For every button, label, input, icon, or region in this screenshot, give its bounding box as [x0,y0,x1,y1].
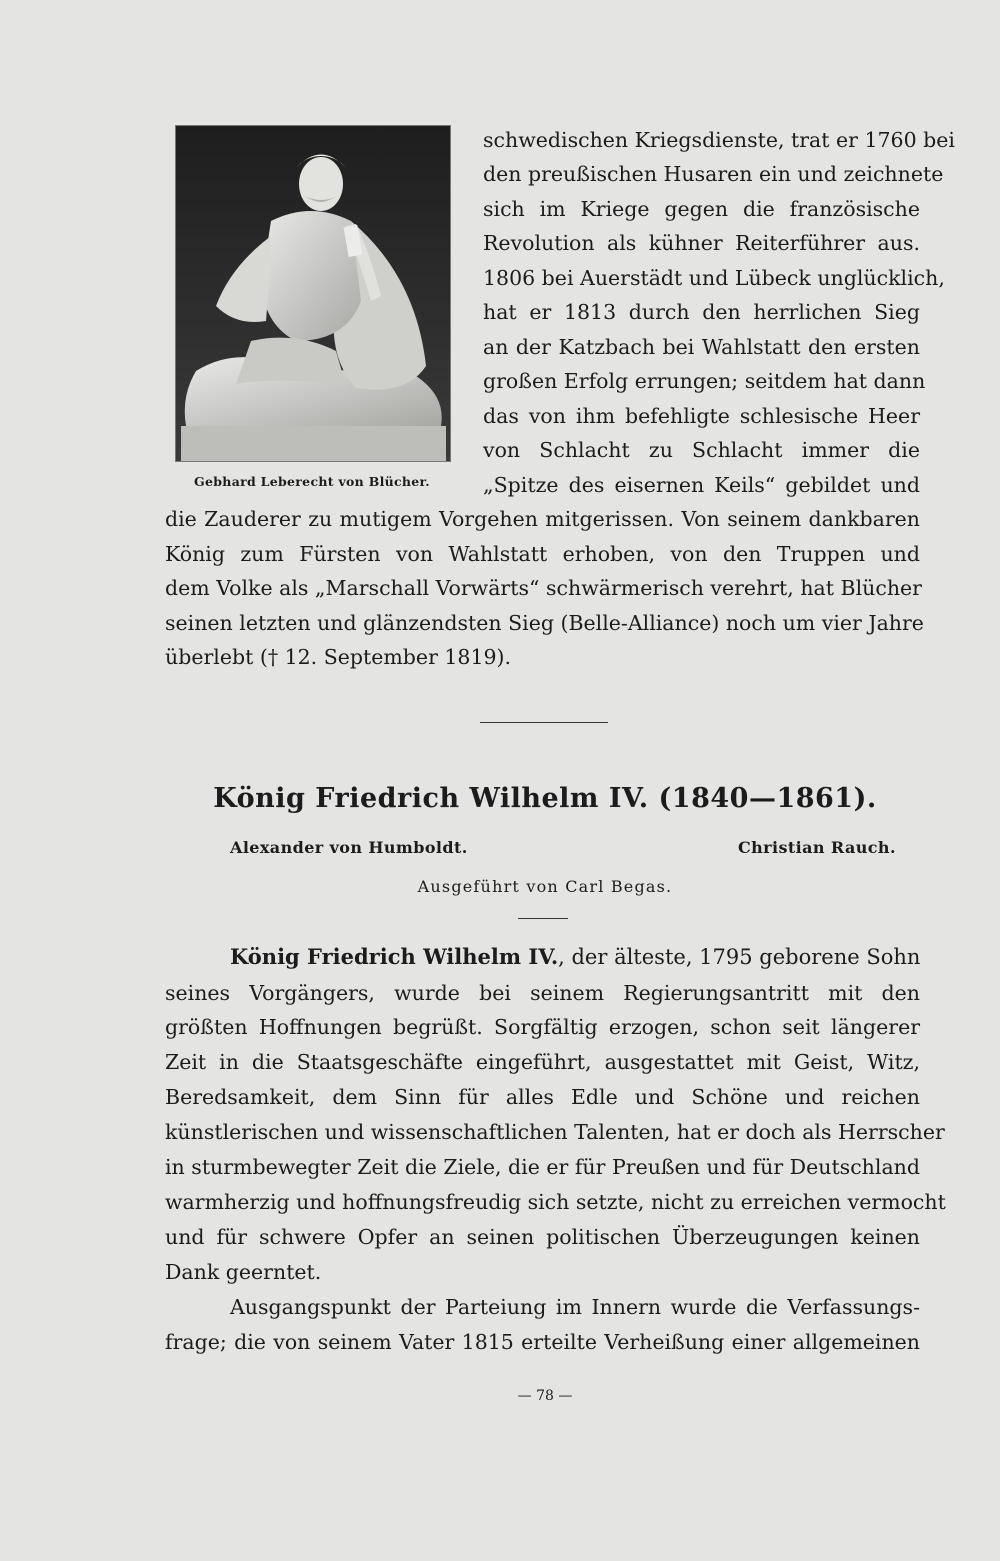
lead-text: König Friedrich Wilhelm IV. [230,944,559,969]
column-line: an der Katzbach bei Wahlstatt den ersten [483,335,920,359]
section-heading: König Friedrich Wilhelm IV. (1840—1861). [213,783,877,814]
subheading-left: Alexander von Humboldt. [230,838,468,857]
text-line: seinen letzten und glänzendsten Sieg (Belle-Alliance) noch um vier Jahre [165,611,924,635]
text-line: und für schwere Opfer an seinen politischen Überzeugungen keinen [165,1225,920,1249]
text-line: Beredsamkeit, dem Sinn für alles Edle und Schöne und reichen [165,1085,920,1109]
column-line: „Spitze des eisernen Keils“ gebildet und [483,473,920,497]
text-line: Zeit in die Staatsgeschäfte eingeführt, ausgestattet mit Geist, Witz, [165,1050,920,1074]
statue-photo [175,125,451,462]
column-line: schwedischen Kriegsdienste, trat er 1760 bei [483,128,955,152]
subheading-credit: Ausgeführt von Carl Begas. [417,877,673,896]
column-line: 1806 bei Auerstädt und Lübeck unglücklich, [483,266,945,290]
text-line: Ausgangspunkt der Parteiung im Innern wurde die Verfassungs- [230,1295,920,1319]
first-line-rest: , der älteste, 1795 geborene Sohn [558,945,921,969]
subheading-right: Christian Rauch. [738,838,896,857]
text-line: in sturmbewegter Zeit die Ziele, die er für Preußen und für Deutschland [165,1155,920,1179]
column-line: das von ihm befehligte schlesische Heer [483,404,920,428]
text-line: frage; die von seinem Vater 1815 erteilte Verheißung einer allgemeinen [165,1330,920,1354]
text-line: dem Volke als „Marschall Vorwärts“ schwärmerisch verehrt, hat Blücher [165,576,922,600]
text-line: seines Vorgängers, wurde bei seinem Regierungsantritt mit den [165,981,920,1005]
paragraph-first-line [230,945,920,969]
statue-illustration [176,126,450,461]
text-line: künstlerischen und wissenschaftlichen Talenten, hat er doch als Herrscher [165,1120,945,1144]
column-line: großen Erfolg errungen; seitdem hat dann [483,369,926,393]
figure-caption: Gebhard Leberecht von Blücher. [194,474,430,489]
page-number: — 78 — [517,1388,573,1404]
text-line: überlebt († 12. September 1819). [165,645,512,669]
text-line: Dank geerntet. [165,1260,322,1284]
short-divider [518,918,568,919]
text-line: größten Hoffnungen begrüßt. Sorgfältig erzogen, schon seit längerer [165,1015,920,1039]
text-line: König zum Fürsten von Wahlstatt erhoben, von den Truppen und [165,542,920,566]
text-line: warmherzig und hoffnungsfreudig sich setzte, nicht zu erreichen vermocht [165,1190,946,1214]
section-divider [480,722,608,723]
column-line: Revolution als kühner Reiterführer aus. [483,231,920,255]
column-line: sich im Kriege gegen die französische [483,197,920,221]
figure [175,125,455,489]
column-line: hat er 1813 durch den herrlichen Sieg [483,300,920,324]
column-line: von Schlacht zu Schlacht immer die [483,438,920,462]
text-line: die Zauderer zu mutigem Vorgehen mitgerissen. Von seinem dankbaren [165,507,920,531]
column-line: den preußischen Husaren ein und zeichnete [483,162,944,186]
